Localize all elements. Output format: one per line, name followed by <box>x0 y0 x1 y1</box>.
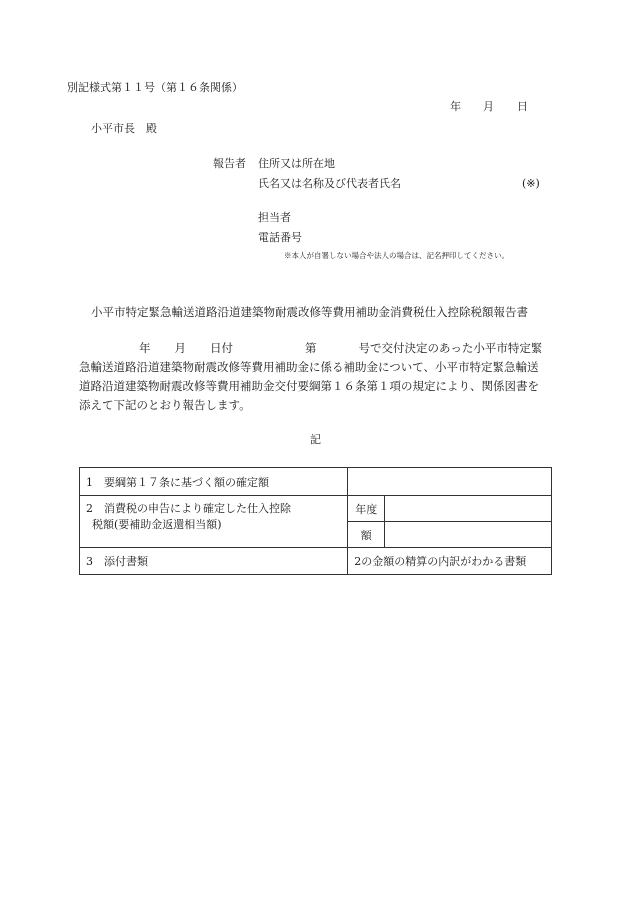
row1-value[interactable] <box>348 468 552 496</box>
ki-heading: 記 <box>310 433 321 446</box>
body-line-2: 急輸送道路沿道建築物耐震改修等費用補助金に係る補助金について、小平市特定緊急輸送 <box>79 360 539 374</box>
row2-label: 2 消費税の申告により確定した仕入控除 税額(要補助金返還相当額) <box>80 496 348 548</box>
reporter-name-label: 氏名又は名称及び代表者氏名 <box>258 177 401 190</box>
contact-person-label: 担当者 <box>258 211 291 224</box>
report-table <box>79 467 552 575</box>
fiscal-year-value[interactable] <box>385 496 552 522</box>
date-year: 年 <box>450 100 461 113</box>
body-line-4: 添えて下記のとおり報告します。 <box>79 398 251 412</box>
seal-mark: (※) <box>522 177 540 190</box>
reporter-label: 報告者 <box>213 157 246 170</box>
row1-label: 1 要綱第１７条に基づく額の確定額 <box>80 468 348 496</box>
table-row <box>80 468 552 496</box>
row3-value: 2の金額の精算の内訳がわかる書類 <box>348 548 552 575</box>
body-line-1: 年 月 日付 第 号で交付決定のあった小平市特定緊 <box>139 341 543 355</box>
amount-label: 額 <box>348 522 385 548</box>
table-row <box>80 548 552 575</box>
body-paragraph <box>79 339 553 415</box>
date-day: 日 <box>517 100 528 113</box>
body-line-3: 道路沿道建築物耐震改修等費用補助金交付要綱第１６条第１項の規定により、関係図書を <box>79 379 539 393</box>
date-month: 月 <box>483 100 494 113</box>
form-label: 別記様式第１１号（第１６条関係） <box>67 81 243 94</box>
addressee: 小平市長 殿 <box>91 122 157 135</box>
amount-value[interactable] <box>385 522 552 548</box>
fiscal-year-label: 年度 <box>348 496 385 522</box>
phone-label: 電話番号 <box>258 231 302 244</box>
signature-note: ※本人が自署しない場合や法人の場合は、記名押印してください。 <box>284 251 509 260</box>
row3-label: 3 添付書類 <box>80 548 348 575</box>
document-title: 小平市特定緊急輸送道路沿道建築物耐震改修等費用補助金消費税仕入控除税額報告書 <box>91 305 528 319</box>
table-row <box>80 496 552 522</box>
reporter-address-label: 住所又は所在地 <box>258 157 335 170</box>
